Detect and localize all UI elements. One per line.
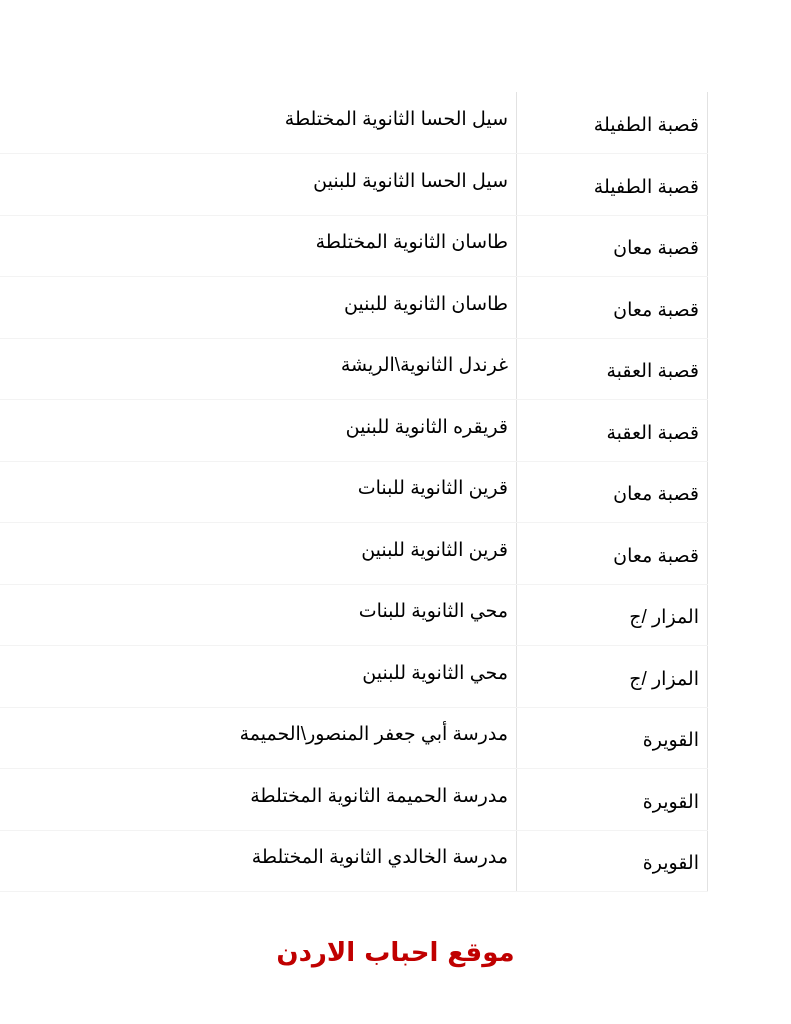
district-cell: قصبة معان xyxy=(517,461,708,523)
district-cell: قصبة العقبة xyxy=(517,338,708,400)
school-cell: مدرسة أبي جعفر المنصور\الحميمة xyxy=(0,707,517,769)
table-row xyxy=(0,523,708,585)
table-row xyxy=(0,584,708,646)
district-cell: المزار /ج xyxy=(517,584,708,646)
district-cell: القويرة xyxy=(517,830,708,892)
table-row xyxy=(0,92,708,154)
district-cell: المزار /ج xyxy=(517,646,708,708)
district-cell: قصبة معان xyxy=(517,215,708,277)
school-cell: مدرسة الحميمة الثانوية المختلطة xyxy=(0,769,517,831)
district-cell: قصبة الطفيلة xyxy=(517,154,708,216)
schools-table xyxy=(0,92,708,892)
school-cell: غرندل الثانوية\الريشة xyxy=(0,338,517,400)
table-row xyxy=(0,830,708,892)
table-row xyxy=(0,215,708,277)
school-cell: قرين الثانوية للبنات xyxy=(0,461,517,523)
school-cell: محي الثانوية للبنين xyxy=(0,646,517,708)
site-footer-title: موقع احباب الاردن xyxy=(276,938,515,968)
school-cell: محي الثانوية للبنات xyxy=(0,584,517,646)
table-row xyxy=(0,707,708,769)
district-cell: قصبة العقبة xyxy=(517,400,708,462)
district-cell: القويرة xyxy=(517,707,708,769)
table-row xyxy=(0,277,708,339)
district-cell: القويرة xyxy=(517,769,708,831)
table-row xyxy=(0,769,708,831)
table-row xyxy=(0,338,708,400)
school-cell: قرين الثانوية للبنين xyxy=(0,523,517,585)
school-cell: طاسان الثانوية المختلطة xyxy=(0,215,517,277)
school-cell: سيل الحسا الثانوية للبنين xyxy=(0,154,517,216)
table-body xyxy=(0,92,708,892)
district-cell: قصبة معان xyxy=(517,277,708,339)
table-row xyxy=(0,400,708,462)
district-cell: قصبة معان xyxy=(517,523,708,585)
school-cell: طاسان الثانوية للبنين xyxy=(0,277,517,339)
table-row xyxy=(0,154,708,216)
district-cell: قصبة الطفيلة xyxy=(517,92,708,154)
school-cell: مدرسة الخالدي الثانوية المختلطة xyxy=(0,830,517,892)
school-cell: قريقره الثانوية للبنين xyxy=(0,400,517,462)
table-row xyxy=(0,461,708,523)
table-row xyxy=(0,646,708,708)
school-cell: سيل الحسا الثانوية المختلطة xyxy=(0,92,517,154)
